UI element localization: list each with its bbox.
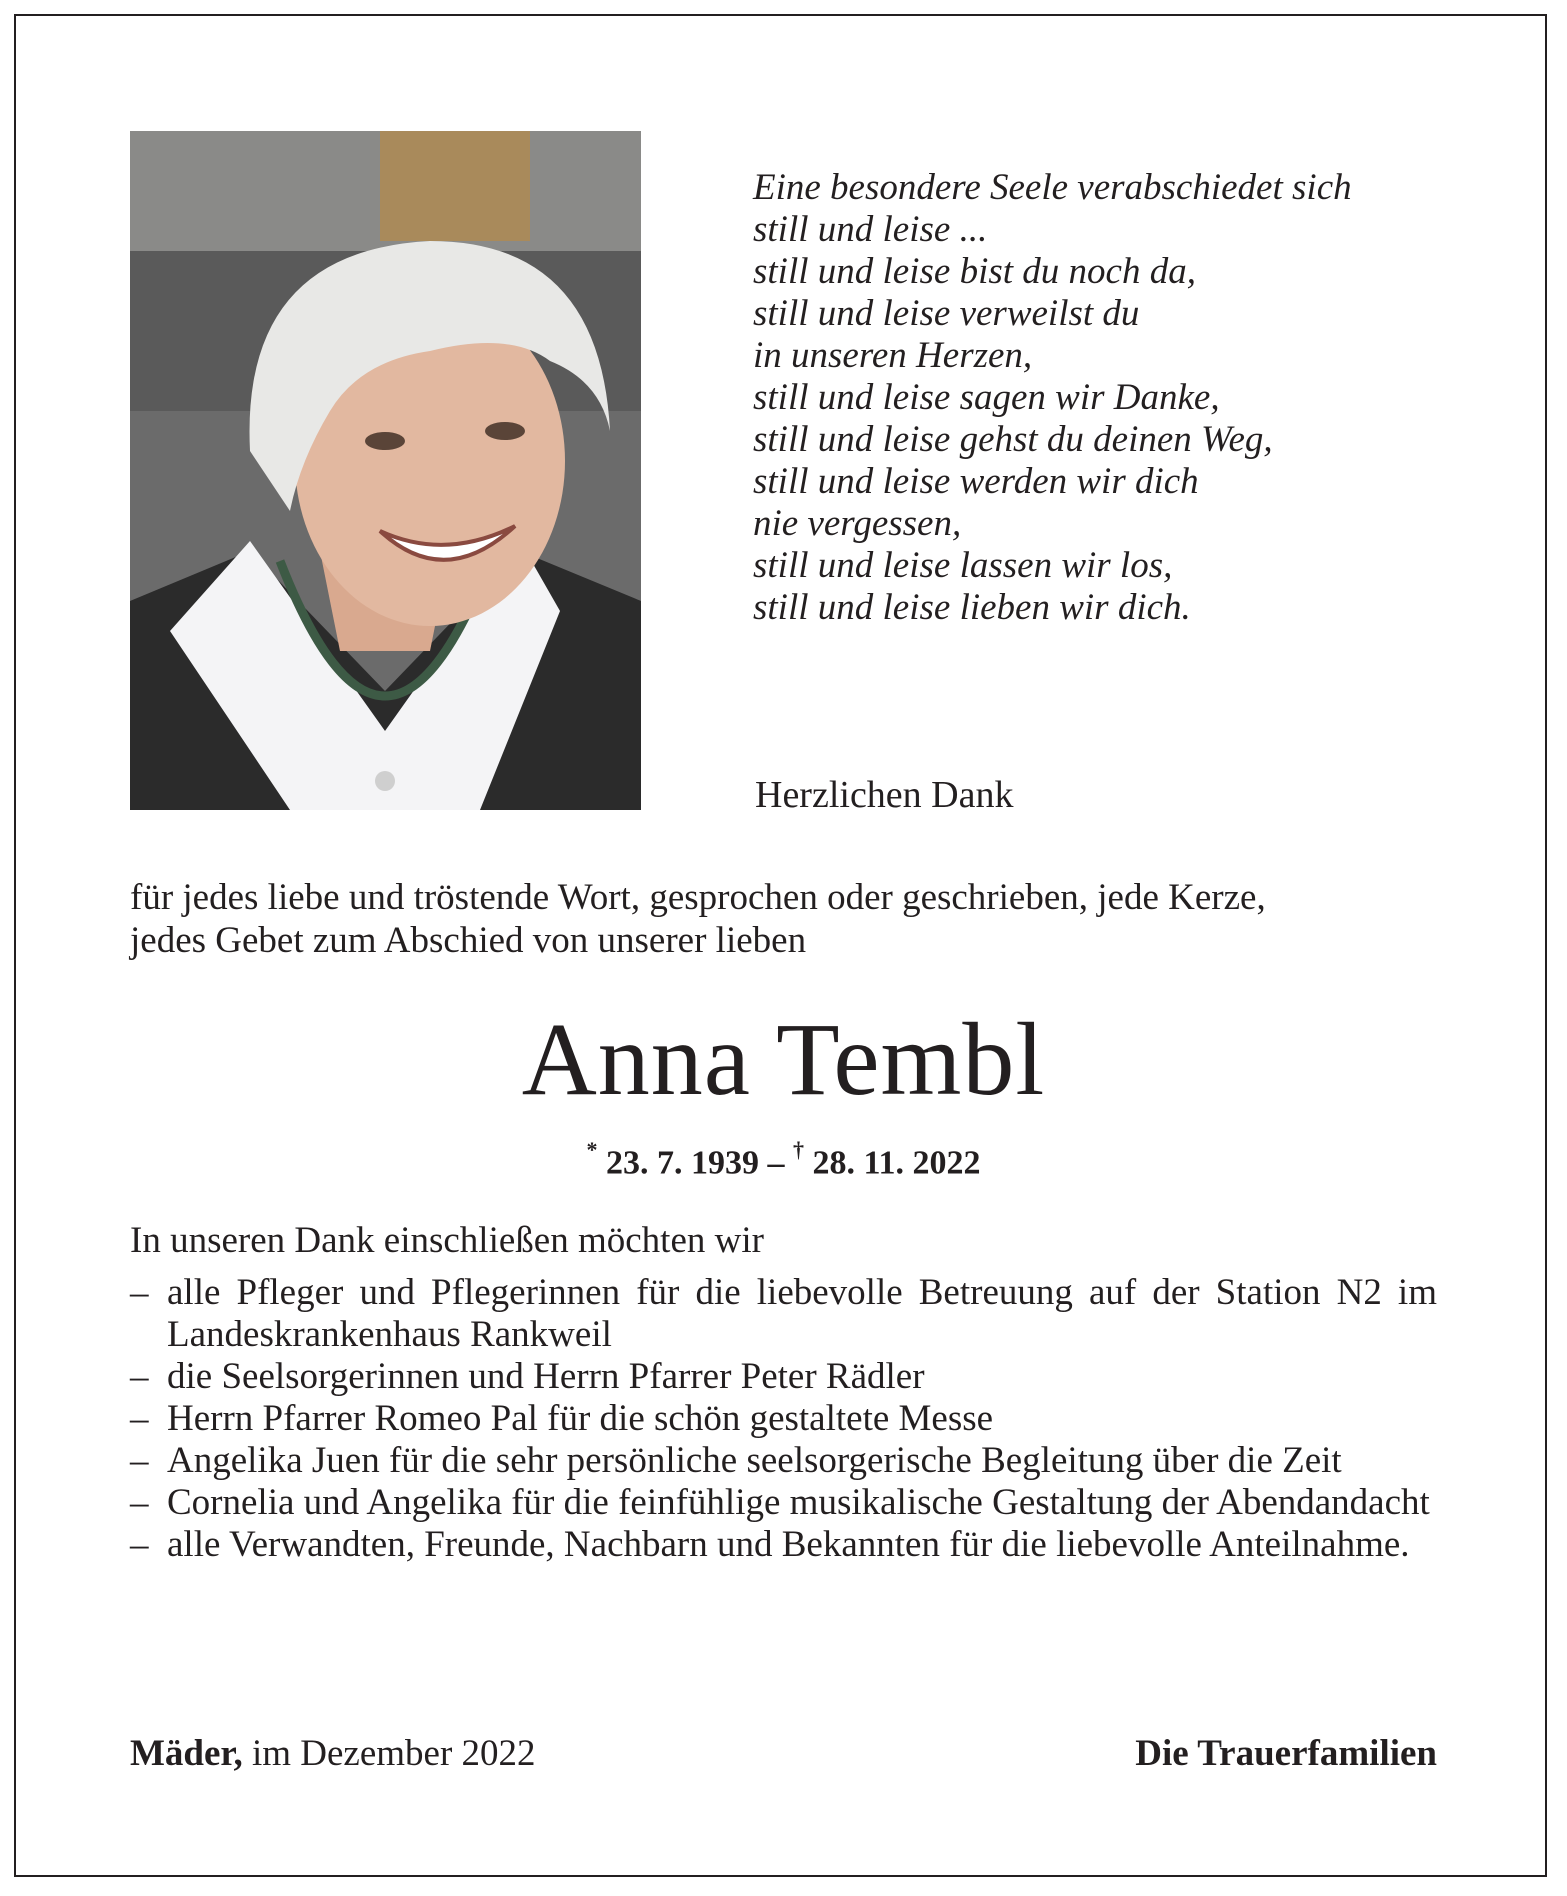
dash-bullet: – <box>130 1440 149 1481</box>
list-item <box>130 1440 1437 1482</box>
death-date: 28. 11. 2022 <box>812 1144 981 1182</box>
poem-line: still und leise verweilst du <box>753 293 1140 334</box>
footer-date: im Dezember 2022 <box>251 1733 536 1774</box>
poem-line: nie vergessen, <box>753 503 962 544</box>
birth-symbol: * <box>586 1137 598 1162</box>
poem-line: still und leise gehst du deinen Weg, <box>753 419 1273 460</box>
list-item-text: alle Pfleger und Pflegerinnen für die liebevolle Betreuung auf der Station N2 im Landeskrankenhaus Rankweil <box>167 1272 1437 1355</box>
life-dates <box>0 1132 1567 1185</box>
portrait-photo-icon <box>130 131 641 810</box>
footer-place: Mäder, <box>130 1733 243 1774</box>
list-item-text: Herrn Pfarrer Romeo Pal für die schön gestaltete Messe <box>167 1398 994 1439</box>
dash-bullet: – <box>130 1482 149 1523</box>
date-separator: – <box>767 1144 785 1182</box>
poem-line: in unseren Herzen, <box>753 335 1033 376</box>
poem-line: still und leise werden wir dich <box>753 461 1199 502</box>
poem-line: still und leise ... <box>753 209 988 250</box>
poem-line: Eine besondere Seele verabschiedet sich <box>753 167 1352 208</box>
dash-bullet: – <box>130 1398 149 1439</box>
poem-line: still und leise lieben wir dich. <box>753 587 1191 628</box>
list-item-text: die Seelsorgerinnen und Herrn Pfarrer Peter Rädler <box>167 1356 925 1397</box>
footer-signature: Die Trauerfamilien <box>1135 1733 1437 1774</box>
acknowledgements-intro: In unseren Dank einschließen möchten wir <box>130 1220 764 1261</box>
list-item <box>130 1398 1437 1440</box>
birth-date: 23. 7. 1939 <box>605 1144 759 1182</box>
portrait-photo <box>130 131 641 810</box>
thanks-text <box>130 876 1450 962</box>
list-item-text: Cornelia und Angelika für die feinfühlige musikalische Gestaltung der Abendandacht <box>167 1482 1430 1523</box>
death-symbol: † <box>792 1137 804 1162</box>
list-item-text: alle Verwandten, Freunde, Nachbarn und Bekannten für die liebevolle Anteilnahme. <box>167 1524 1410 1565</box>
list-item <box>130 1482 1437 1524</box>
dash-bullet: – <box>130 1356 149 1397</box>
list-item <box>130 1524 1437 1566</box>
poem-line: still und leise sagen wir Danke, <box>753 377 1220 418</box>
list-item-text: Angelika Juen für die sehr persönliche seelsorgerische Begleitung über die Zeit <box>167 1440 1342 1481</box>
list-item <box>130 1272 1437 1356</box>
deceased-name: Anna Tembl <box>521 1002 1046 1117</box>
acknowledgements-list <box>130 1272 1437 1566</box>
poem <box>753 167 1453 629</box>
dash-bullet: – <box>130 1524 149 1565</box>
poem-line: still und leise bist du noch da, <box>753 251 1196 292</box>
poem-line: still und leise lassen wir los, <box>753 545 1173 586</box>
dash-bullet: – <box>130 1272 149 1313</box>
thanks-line: jedes Gebet zum Abschied von unserer lieben <box>130 920 807 961</box>
thanks-line: für jedes liebe und tröstende Wort, gesprochen oder geschrieben, jede Kerze, <box>130 877 1266 918</box>
footer-place-date <box>130 1731 536 1777</box>
thanks-title: Herzlichen Dank <box>755 774 1014 816</box>
list-item <box>130 1356 1437 1398</box>
